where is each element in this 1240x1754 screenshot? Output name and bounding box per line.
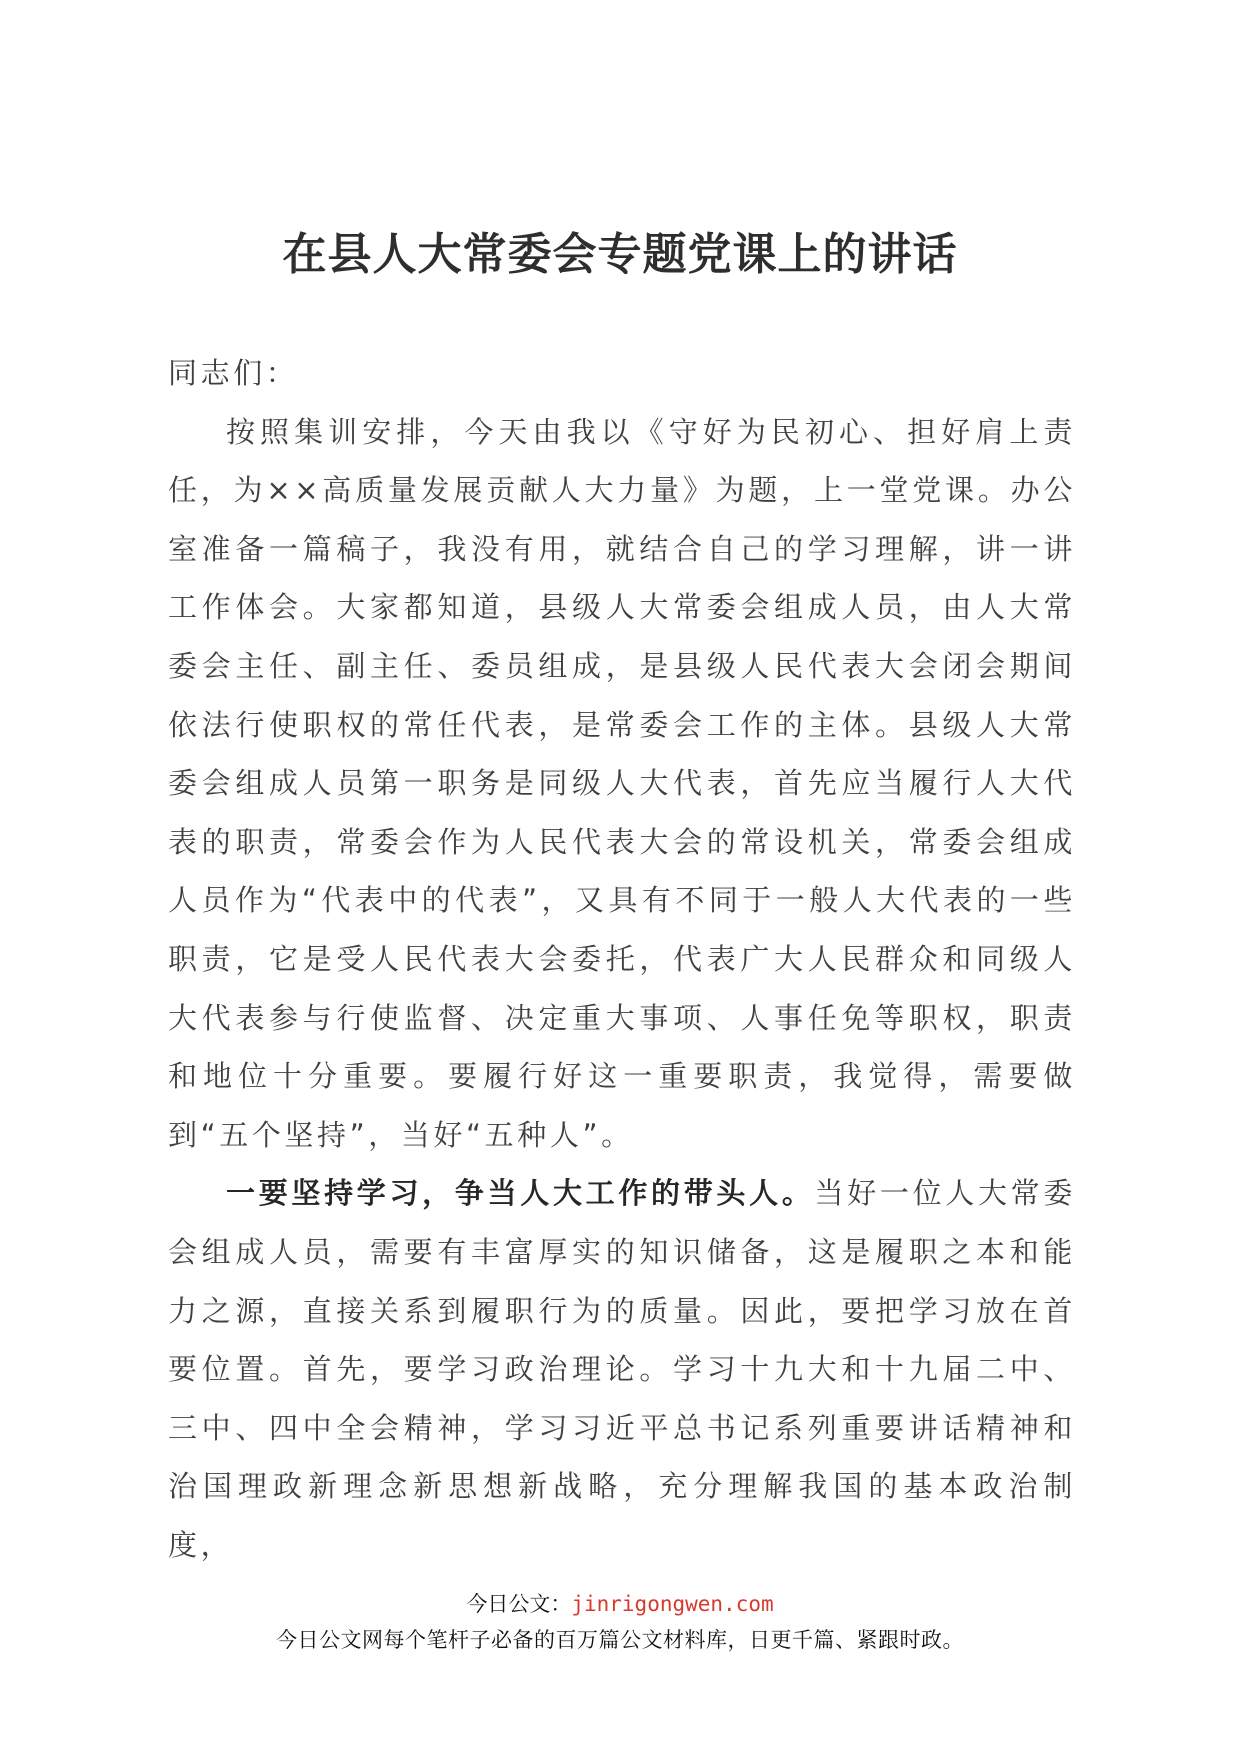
paragraph-text: 当好一位人大常委会组成人员，需要有丰富厚实的知识储备，这是履职之本和能力之源，直接关系到履职行为的质量。因此，要把学习放在首要位置。首先，要学习政治理论。学习十九大和十九届二中、三中、四中全会精神，学习习近平总书记系列重要讲话精神和治国理政新理念新思想新战略，充分理解我国的基本政治制度， xyxy=(168,1176,1076,1562)
paragraph-text: 按照集训安排，今天由我以《守好为民初心、担好肩上责任，为××高质量发展贡献人大力量》为题，上一堂党课。办公室准备一篇稿子，我没有用，就结合自己的学习理解，讲一讲工作体会。大家都知道，县级人大常委会组成人员，由人大常委会主任、副主任、委员组成，是县级人民代表大会闭会期间依法行使职权的常任代表，是常委会工作的主体。县级人大常委会组成人员第一职务是同级人大代表，首先应当履行人大代表的职责，常委会作为人民代表大会的常设机关，常委会组成人员作为“代表中的代表”，又具有不同于一般人大代表的一些职责，它是受人民代表大会委托，代表广大人民群众和同级人大代表参与行使监督、决定重大事项、人事任免等职权，职责和地位十分重要。要履行好这一重要职责，我觉得，需要做到“五个坚持”，当好“五种人”。 xyxy=(168,414,1076,1152)
salutation: 同志们： xyxy=(168,356,299,390)
document-title: 在县人大常委会专题党课上的讲话 xyxy=(282,229,958,280)
document-body xyxy=(168,344,1076,1574)
footer-site-line xyxy=(0,1588,1240,1618)
footer-site-url-link[interactable]: jinrigongwen.com xyxy=(571,1592,774,1616)
paragraph-lead-heading: 一要坚持学习，争当人大工作的带头人。 xyxy=(226,1176,815,1211)
footer-slogan: 今日公文网每个笔杆子必备的百万篇公文材料库，日更千篇、紧跟时政。 xyxy=(276,1628,964,1652)
paragraph-point-one xyxy=(168,1164,1076,1574)
paragraph-intro xyxy=(168,403,1076,1165)
footer-site-label: 今日公文： xyxy=(466,1592,572,1616)
